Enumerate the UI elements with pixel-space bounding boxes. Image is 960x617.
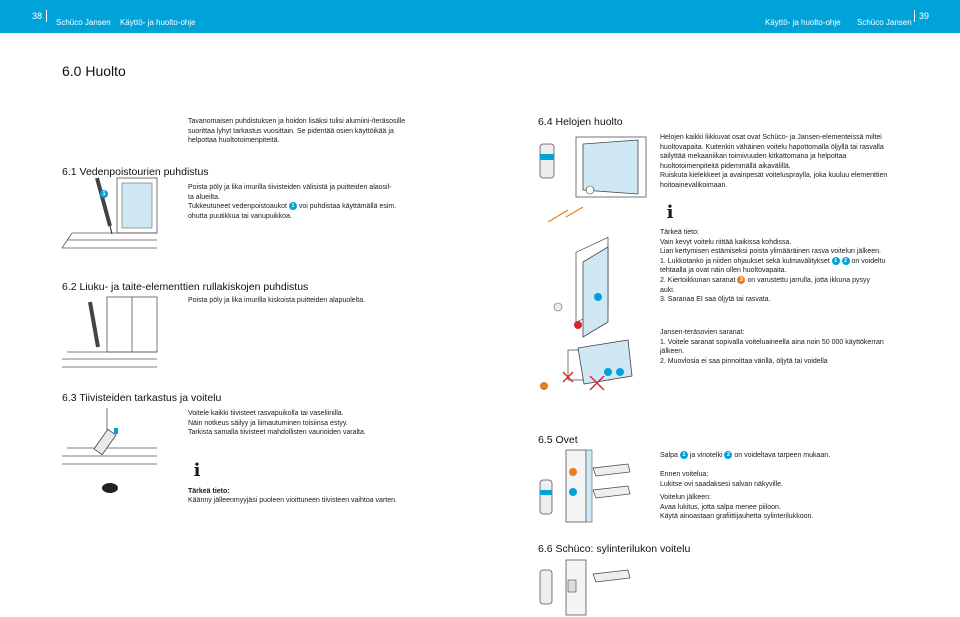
jansen-line: jälkeen. bbox=[660, 348, 685, 356]
header-divider bbox=[46, 10, 47, 22]
intro-line: suorittaa lyhyt tarkastus vuosittain. Se pidentää osien käyttöikää ja bbox=[188, 127, 394, 135]
after-line: Avaa lukitus, jotta salpa menee piiloon. bbox=[660, 503, 781, 511]
text-line: Ruiskuta kielekkeet ja avainpesät voiteluspraylla, joka kuuluu elementtien bbox=[660, 172, 888, 180]
marker-1: 1 bbox=[832, 257, 840, 265]
intro-paragraph bbox=[188, 117, 405, 146]
after-lubrication bbox=[660, 493, 813, 522]
before-text: Lukitse ovi saadaksesi salvan näkyville. bbox=[660, 480, 783, 488]
drain-cleaning-illustration bbox=[62, 178, 162, 273]
section-6-2-title: 6.2 Liuku- ja taite-elementtien rullakiskojen puhdistus bbox=[62, 281, 309, 293]
text-line: hoitoainevalikoimaan. bbox=[660, 181, 728, 189]
text-line: Tarkista samalla tiivisteet mahdollisten vaurioiden varalta. bbox=[188, 429, 366, 437]
note-line: tehtaalla ja ovat näin ollen huoltovapaita. bbox=[660, 267, 787, 275]
section-6-4-note bbox=[660, 228, 885, 305]
before-lubrication bbox=[660, 470, 783, 489]
note-line: Lian kertymisen estämiseksi poista ylimääräinen rasva voitelun jälkeen. bbox=[660, 248, 881, 256]
left-running-title: Käyttö- ja huolto-ohje bbox=[120, 18, 196, 27]
note-text: Käänny jälleenmyyjäsi puoleen vioittuneen tiivisteen vaihtoa varten. bbox=[188, 497, 397, 504]
right-page-number: 39 bbox=[919, 11, 930, 21]
text-line: Näin notkeus säilyy ja liimautuminen toisiinsa estyy. bbox=[188, 419, 348, 427]
marker-2: 2 bbox=[842, 257, 850, 265]
text-line: Poista pöly ja lika imurilla tiivisteiden välisistä ja puitteiden alaosil- bbox=[188, 184, 392, 191]
jansen-heading: Jansen-teräsovien saranat: bbox=[660, 329, 745, 336]
text-line: Tukkeutuneet vedenpoistoaukot bbox=[188, 203, 287, 211]
left-page-number: 38 bbox=[32, 11, 43, 21]
marker-1: 1 bbox=[289, 202, 297, 210]
marker-2: 2 bbox=[724, 451, 732, 459]
section-6-5-text bbox=[660, 451, 830, 461]
text-line: voi puhdistaa käyttämällä esim. bbox=[298, 203, 397, 211]
intro-line: Tavanomaisen puhdistuksen ja hoidon lisäksi tulisi alumiini-/teräsosille bbox=[188, 118, 406, 125]
note-heading: Tärkeä tieto: bbox=[188, 488, 230, 495]
after-heading: Voitelun jälkeen: bbox=[660, 494, 711, 501]
text-line: huoltotoimenpiteitä pidemmällä aikavälillä. bbox=[660, 162, 791, 170]
jansen-line: 1. Voitele saranat sopivalla voiteluaineella aina noin 50 000 käyttökerran bbox=[660, 338, 884, 346]
text-line: ja vinotelki bbox=[689, 452, 723, 459]
info-icon: i bbox=[666, 202, 674, 223]
note-line: 3. Saranaa EI saa öljytä tai rasvata. bbox=[660, 296, 771, 304]
section-6-4-text bbox=[660, 133, 887, 191]
marker-1: 1 bbox=[680, 451, 688, 459]
hinge-illustration bbox=[570, 336, 640, 391]
section-6-3-title: 6.3 Tiivisteiden tarkastus ja voitelu bbox=[62, 392, 222, 404]
text-line: Voitele kaikki tiivisteet rasvapuikolla tai vaseliinilla. bbox=[188, 410, 344, 417]
note-line: auki. bbox=[660, 286, 675, 294]
text-line: ohutta puutikkua tai vanupuikkoa. bbox=[188, 212, 292, 220]
text-line: Salpa bbox=[660, 452, 678, 459]
note-line: 2. Kiertoikkunan saranat bbox=[660, 276, 736, 284]
section-6-5-title: 6.5 Ovet bbox=[538, 434, 578, 446]
jansen-line: 2. Muovlosia ei saa pinnoittaa värillä, öljytä tai voidella bbox=[660, 357, 828, 365]
seal-lubrication-illustration bbox=[62, 408, 162, 488]
right-running-title: Käyttö- ja huolto-ohje bbox=[765, 18, 841, 27]
section-6-2-text: Poista pöly ja lika imurilla kiskoista puitteiden alapuolelta. bbox=[188, 297, 366, 304]
note-line: on voideltu bbox=[851, 257, 886, 265]
note-heading: Tärkeä tieto: bbox=[660, 229, 699, 236]
page-header bbox=[0, 0, 960, 33]
text-line: Helojen kaikki liikkuvat osat ovat Schüco- ja Jansen-elementeissä miltei bbox=[660, 134, 882, 141]
page-title: 6.0 Huolto bbox=[62, 63, 126, 79]
section-6-4-title: 6.4 Helojen huolto bbox=[538, 116, 623, 128]
after-line: Käytä ainoastaan grafiittijauhetta sylinterilukkoon. bbox=[660, 513, 814, 521]
rail-cleaning-illustration bbox=[62, 297, 162, 372]
info-icon: i bbox=[193, 460, 201, 481]
section-6-1-title: 6.1 Vedenpoistourien puhdistus bbox=[62, 166, 209, 178]
note-line: 1. Lukkotanko ja niiden ohjaukset sekä kulmavälitykset bbox=[660, 257, 830, 265]
text-line: säilyttää mekaaniikan toimivuuden kitkattomana ja helpottaa bbox=[660, 153, 847, 161]
header-divider bbox=[914, 10, 915, 22]
left-brand: Schüco Jansen bbox=[56, 18, 111, 27]
intro-line: helpottaa huoltotoimenpiteitä. bbox=[188, 137, 280, 145]
marker-3: 3 bbox=[737, 276, 745, 284]
text-line: huoltovapaita. Kuitenkin vähäinen voitelu hapottomalla öljyllä tai rasvalla bbox=[660, 143, 884, 151]
note-line: on varustettu jarrulla, jotta ikkuna pysyy bbox=[747, 276, 870, 284]
jansen-hinges bbox=[660, 328, 884, 366]
text-line: ta alueilta. bbox=[188, 193, 220, 201]
note-line: Vain kevyt voitelu riittää kaikissa kohdissa. bbox=[660, 238, 792, 246]
door-lock-illustration bbox=[538, 450, 638, 525]
text-line: on voideltava tarpeen mukaan. bbox=[734, 452, 831, 459]
cylinder-lock-illustration bbox=[538, 560, 638, 615]
section-6-3-text bbox=[188, 409, 366, 438]
right-brand: Schüco Jansen bbox=[857, 18, 912, 27]
section-6-6-title: 6.6 Schüco: sylinterilukon voitelu bbox=[538, 543, 691, 555]
marker-1: 1 bbox=[100, 190, 108, 198]
section-6-1-text bbox=[188, 183, 396, 221]
before-heading: Ennen voitelua: bbox=[660, 471, 709, 478]
